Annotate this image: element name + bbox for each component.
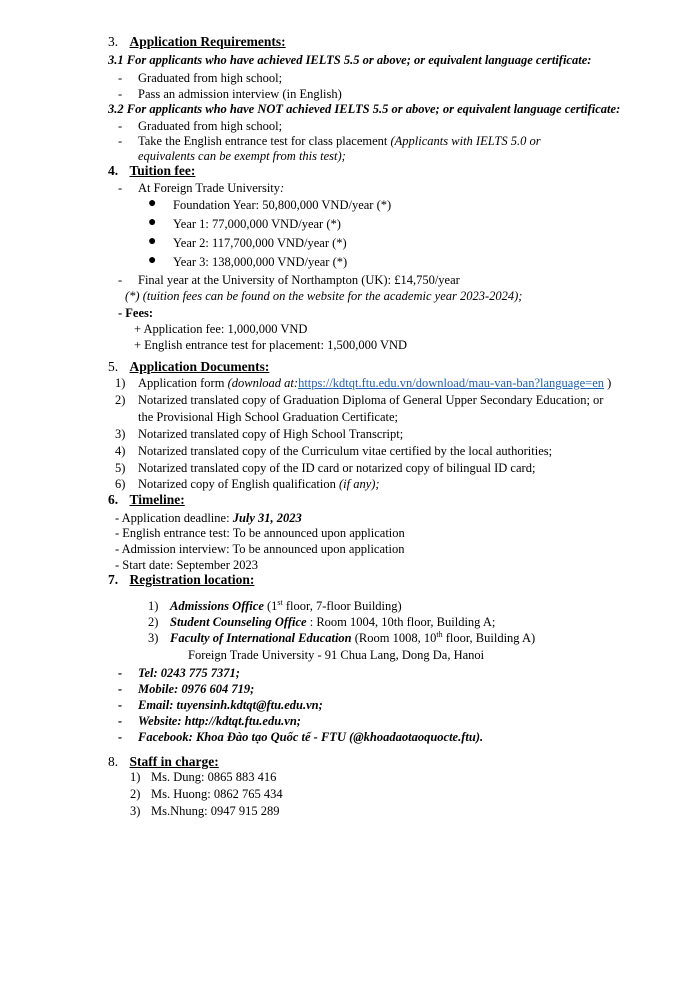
contact-facebook: Facebook: Khoa Đào tạo Quốc tế - FTU (@khoadaotaoquocte.ftu).	[138, 730, 484, 744]
list-item: Graduated from high school;	[138, 71, 283, 85]
document-item	[138, 476, 380, 492]
list-number: 1)	[130, 770, 141, 784]
subsection-3-2: 3.2 For applicants who have NOT achieved IELTS 5.5 or above; or equivalent language certificate:	[108, 102, 621, 116]
contact-website: Website: http://kdtqt.ftu.edu.vn;	[138, 714, 301, 728]
list-dash: -	[118, 134, 123, 148]
location-detail: floor, 7-floor Building)	[282, 599, 402, 613]
document-item: Notarized translated copy of the ID card or notarized copy of bilingual ID card;	[138, 461, 536, 475]
staff-item: Ms. Dung: 0865 883 416	[151, 770, 277, 784]
section-8-heading	[108, 754, 219, 770]
list-dash: -	[118, 119, 123, 133]
location-detail: (Room 1008, 10	[351, 631, 437, 645]
list-dash: -	[118, 698, 123, 712]
section-5-heading	[108, 359, 269, 375]
tuition-note: (*) (tuition fees can be found on the website for the academic year 2023-2024);	[125, 289, 523, 303]
test-fee: + English entrance test for placement: 1,500,000 VND	[134, 338, 408, 352]
subsection-3-1: 3.1 For applicants who have achieved IELTS 5.5 or above; or equivalent language certificate:	[108, 53, 592, 67]
timeline-interview: - Admission interview: To be announced upon application	[115, 542, 405, 556]
location-item	[170, 598, 402, 614]
list-dash: -	[118, 714, 123, 728]
list-dash: -	[118, 682, 123, 696]
fee-item: Year 2: 117,700,000 VND/year (*)	[173, 236, 347, 250]
list-dash: -	[118, 666, 123, 680]
superscript: th	[436, 629, 443, 639]
list-number: 3)	[130, 804, 141, 818]
bullet-icon: ●	[148, 234, 157, 249]
section-title: Registration location:	[129, 572, 255, 587]
contact-tel: Tel: 0243 775 7371;	[138, 666, 240, 680]
section-title: Application Requirements:	[129, 34, 286, 49]
list-item-note: (Applicants with IELTS 5.0 or	[390, 134, 541, 148]
contact-email: Email: tuyensinh.kdtqt@ftu.edu.vn;	[138, 698, 323, 712]
section-number: 7.	[108, 572, 119, 587]
list-number: 6)	[115, 477, 126, 491]
deadline-label: - Application deadline:	[115, 511, 233, 525]
list-number: 5)	[115, 461, 126, 475]
list-item: Graduated from high school;	[138, 119, 283, 133]
bullet-icon: ●	[148, 196, 157, 211]
list-item-note-cont: equivalents can be exempt from this test);	[138, 149, 346, 163]
list-dash: -	[118, 87, 123, 101]
list-item-text: Take the English entrance test for class placement	[138, 134, 391, 148]
location-detail: (1	[263, 599, 278, 613]
section-title: Tuition fee:	[129, 163, 196, 178]
list-number: 1)	[115, 376, 126, 390]
fee-item: Year 3: 138,000,000 VND/year (*)	[173, 255, 348, 269]
list-item	[138, 133, 541, 149]
section-title: Timeline:	[129, 492, 185, 507]
location-name: Faculty of International Education	[170, 631, 352, 645]
section-6-heading	[108, 492, 185, 508]
ftu-label-colon: :	[280, 181, 285, 195]
document-item-cont: the Provisional High School Graduation Certificate;	[138, 410, 399, 424]
list-dash: -	[118, 273, 123, 287]
section-4-heading	[108, 163, 195, 179]
fee-item: Year 1: 77,000,000 VND/year (*)	[173, 217, 341, 231]
list-item: Pass an admission interview (in English)	[138, 87, 342, 101]
download-link[interactable]: https://kdtqt.ftu.edu.vn/download/mau-van-ban?language=en	[298, 376, 604, 390]
section-number: 4.	[108, 163, 119, 178]
timeline-test: - English entrance test: To be announced upon application	[115, 526, 405, 540]
document-item: Notarized translated copy of High School Transcript;	[138, 427, 404, 441]
section-number: 5.	[108, 359, 119, 374]
document-item	[138, 375, 611, 391]
section-title: Staff in charge:	[129, 754, 219, 769]
ftu-label-text: At Foreign Trade University	[138, 181, 281, 195]
list-number: 2)	[148, 615, 159, 629]
list-dash: -	[118, 71, 123, 85]
document-item: Notarized translated copy of Graduation Diploma of General Upper Secondary Education; or	[138, 393, 604, 407]
contact-mobile: Mobile: 0976 604 719;	[138, 682, 255, 696]
bullet-icon: ●	[148, 215, 157, 230]
timeline-start: - Start date: September 2023	[115, 558, 259, 572]
address: Foreign Trade University - 91 Chua Lang, Dong Da, Hanoi	[188, 648, 485, 662]
list-number: 2)	[115, 393, 126, 407]
bullet-icon: ●	[148, 253, 157, 268]
list-number: 2)	[130, 787, 141, 801]
list-number: 1)	[148, 599, 159, 613]
section-number: 8.	[108, 754, 119, 769]
section-3-heading	[108, 34, 286, 50]
list-dash: -	[118, 730, 123, 744]
download-label: (download at:	[227, 376, 299, 390]
list-number: 3)	[115, 427, 126, 441]
document-note: (if any);	[338, 477, 380, 491]
staff-item: Ms.Nhung: 0947 915 289	[151, 804, 280, 818]
timeline-deadline	[115, 510, 302, 526]
document-text: Notarized copy of English qualification	[138, 477, 339, 491]
location-name: Admissions Office	[170, 599, 264, 613]
list-number: 3)	[148, 631, 159, 645]
location-detail: : Room 1004, 10th floor, Building A;	[306, 615, 496, 629]
section-number: 3.	[108, 34, 119, 49]
section-number: 6.	[108, 492, 119, 507]
staff-item: Ms. Huong: 0862 765 434	[151, 787, 283, 801]
section-title: Application Documents:	[129, 359, 270, 374]
application-fee: + Application fee: 1,000,000 VND	[134, 322, 308, 336]
deadline-value: July 31, 2023	[232, 511, 302, 525]
document-text: Application form	[138, 376, 228, 390]
fees-label: - Fees:	[118, 306, 154, 320]
northampton-fee: Final year at the University of Northampton (UK): £14,750/year	[138, 273, 460, 287]
document-item: Notarized translated copy of the Curriculum vitae certified by the local authorities;	[138, 444, 553, 458]
location-item	[170, 630, 535, 646]
location-item	[170, 614, 495, 630]
document-text-end: )	[604, 376, 612, 390]
location-name: Student Counseling Office	[170, 615, 307, 629]
list-number: 4)	[115, 444, 126, 458]
list-dash: -	[118, 181, 123, 195]
location-detail: floor, Building A)	[442, 631, 536, 645]
superscript: st	[277, 597, 283, 607]
section-7-heading	[108, 572, 254, 588]
fee-item: Foundation Year: 50,800,000 VND/year (*)	[173, 198, 392, 212]
ftu-label	[138, 180, 284, 196]
